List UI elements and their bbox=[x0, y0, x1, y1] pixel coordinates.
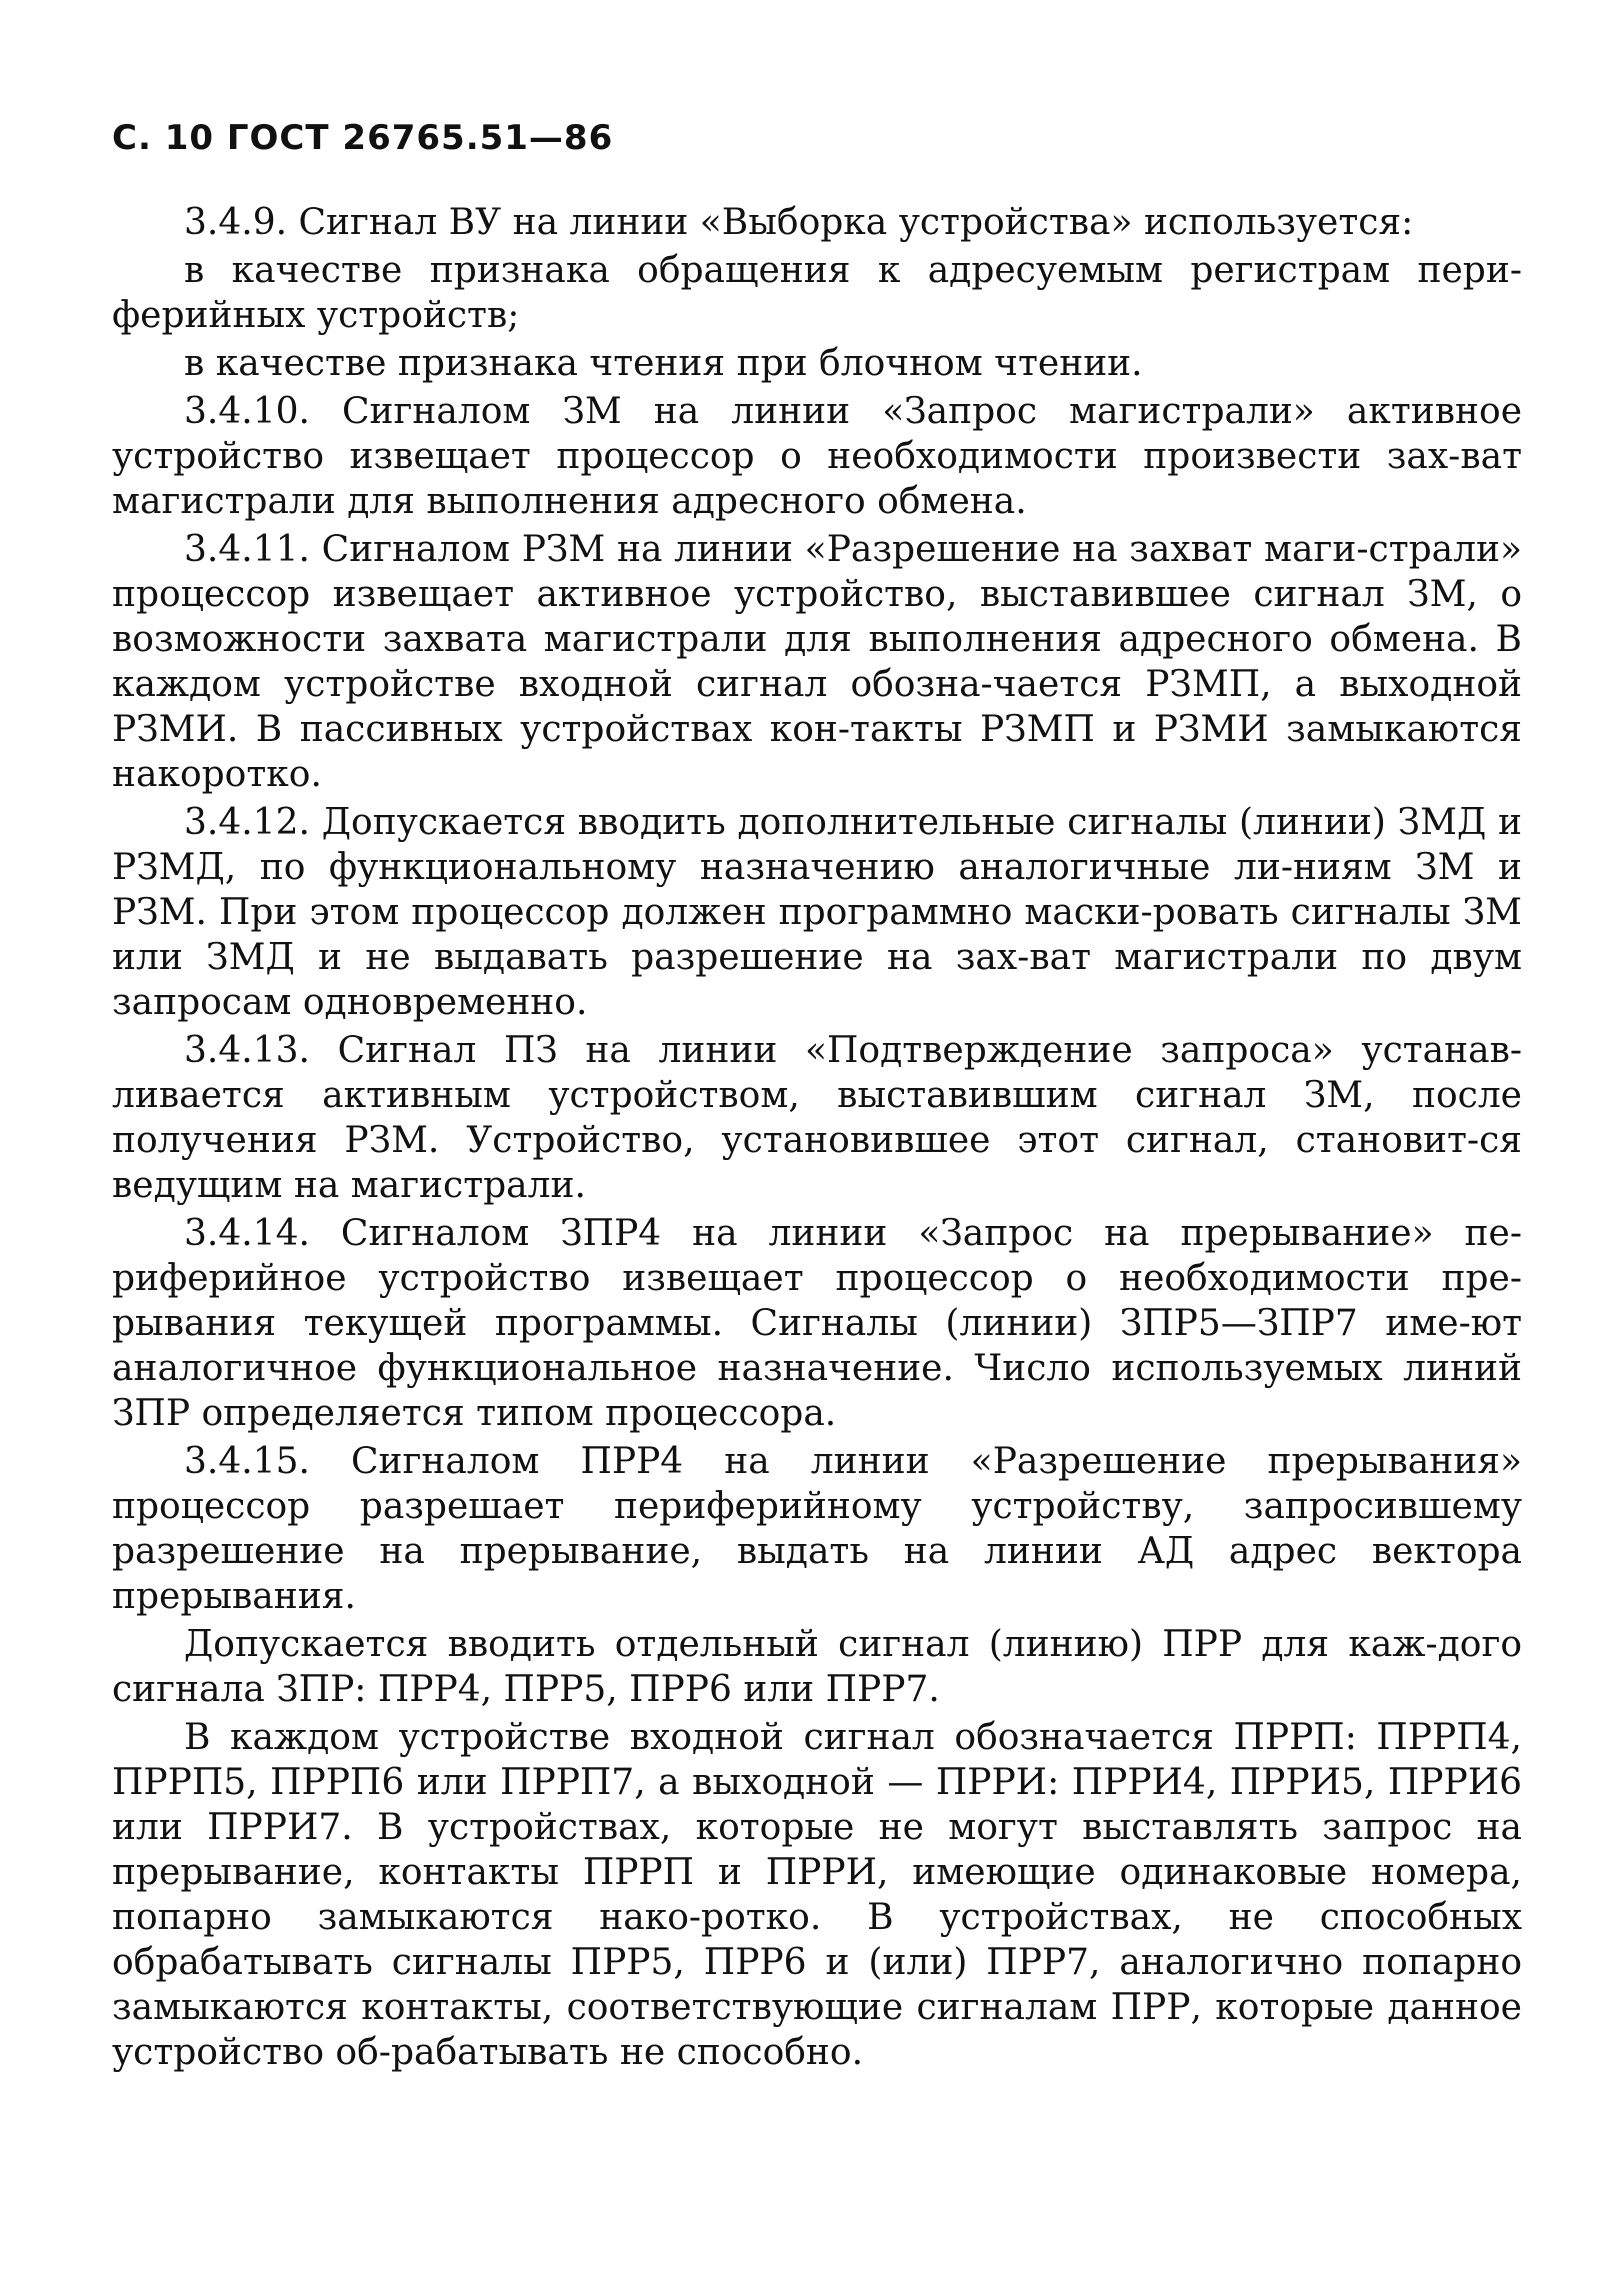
page-header: С. 10 ГОСТ 26765.51—86 bbox=[112, 118, 614, 158]
paragraph-3-4-15: 3.4.15. Сигналом ПРР4 на линии «Разрешение прерывания» процессор разрешает периферийному устройству, запросившему разрешение на прерывание, выдать на линии АД адрес вектора прерывания. bbox=[112, 1441, 1522, 1617]
paragraph-3-4-15-note-1: Допускается вводить отдельный сигнал (линию) ПРР для каж-дого сигнала ЗПР: ПРР4, ПРР5, ПРР6 или ПРР7. bbox=[112, 1624, 1522, 1710]
paragraph-3-4-12: 3.4.12. Допускается вводить дополнительные сигналы (линии) ЗМД и РЗМД, по функциональному назначению аналогичные ли-ниям ЗМ и РЗМ. При этом процессор должен программно маски-ровать сигналы ЗМ или ЗМД и не выдавать разрешение на зах-ват магистрали по двум запросам одновременно. bbox=[112, 802, 1522, 1023]
paragraph-3-4-15-note-2: В каждом устройстве входной сигнал обозначается ПРРП: ПРРП4, ПРРП5, ПРРП6 или ПРРП7, а выходной — ПРРИ: ПРРИ4, ПРРИ5, ПРРИ6 или ПРРИ7. В устройствах, которые не могут выставлять запрос на прерывание, контакты ПРРП и ПРРИ, имеющие одинаковые номера, попарно замыкаются нако-ротко. В устройствах, не способных обрабатывать сигналы ПРР5, ПРР6 и (или) ПРР7, аналогично попарно замыкаются контакты, соответствующие сигналам ПРР, которые данное устройство об-рабатывать не способно. bbox=[112, 1717, 1522, 2073]
document-page bbox=[112, 118, 1522, 2078]
document-body bbox=[112, 200, 1522, 2075]
paragraph-3-4-10: 3.4.10. Сигналом ЗМ на линии «Запрос магистрали» активное устройство извещает процессор о необходимости произвести зах-ват магистрали для выполнения адресного обмена. bbox=[112, 391, 1522, 522]
paragraph-3-4-9-item-2: в качестве признака чтения при блочном чтении. bbox=[184, 343, 1143, 384]
paragraph-3-4-14: 3.4.14. Сигналом ЗПР4 на линии «Запрос на прерывание» пе-риферийное устройство извещает процессор о необходимости пре-рывания текущей программы. Сигналы (линии) ЗПР5—ЗПР7 име-ют аналогичное функциональное назначение. Число используемых линий ЗПР определяется типом процессора. bbox=[112, 1213, 1522, 1434]
paragraph-3-4-9: 3.4.9. Сигнал ВУ на линии «Выборка устройства» используется: bbox=[184, 202, 1414, 243]
paragraph-3-4-9-item-1: в качестве признака обращения к адресуемым регистрам пери-ферийных устройств; bbox=[112, 250, 1522, 336]
paragraph-3-4-11: 3.4.11. Сигналом РЗМ на линии «Разрешение на захват маги-страли» процессор извещает активное устройство, выставившее сигнал ЗМ, о возможности захвата магистрали для выполнения адресного обмена. В каждом устройстве входной сигнал обозна-чается РЗМП, а выходной РЗМИ. В пассивных устройствах кон-такты РЗМП и РЗМИ замыкаются накоротко. bbox=[112, 529, 1522, 795]
paragraph-3-4-13: 3.4.13. Сигнал ПЗ на линии «Подтверждение запроса» устанав-ливается активным устройством, выставившим сигнал ЗМ, после получения РЗМ. Устройство, установившее этот сигнал, становит-ся ведущим на магистрали. bbox=[112, 1030, 1522, 1206]
